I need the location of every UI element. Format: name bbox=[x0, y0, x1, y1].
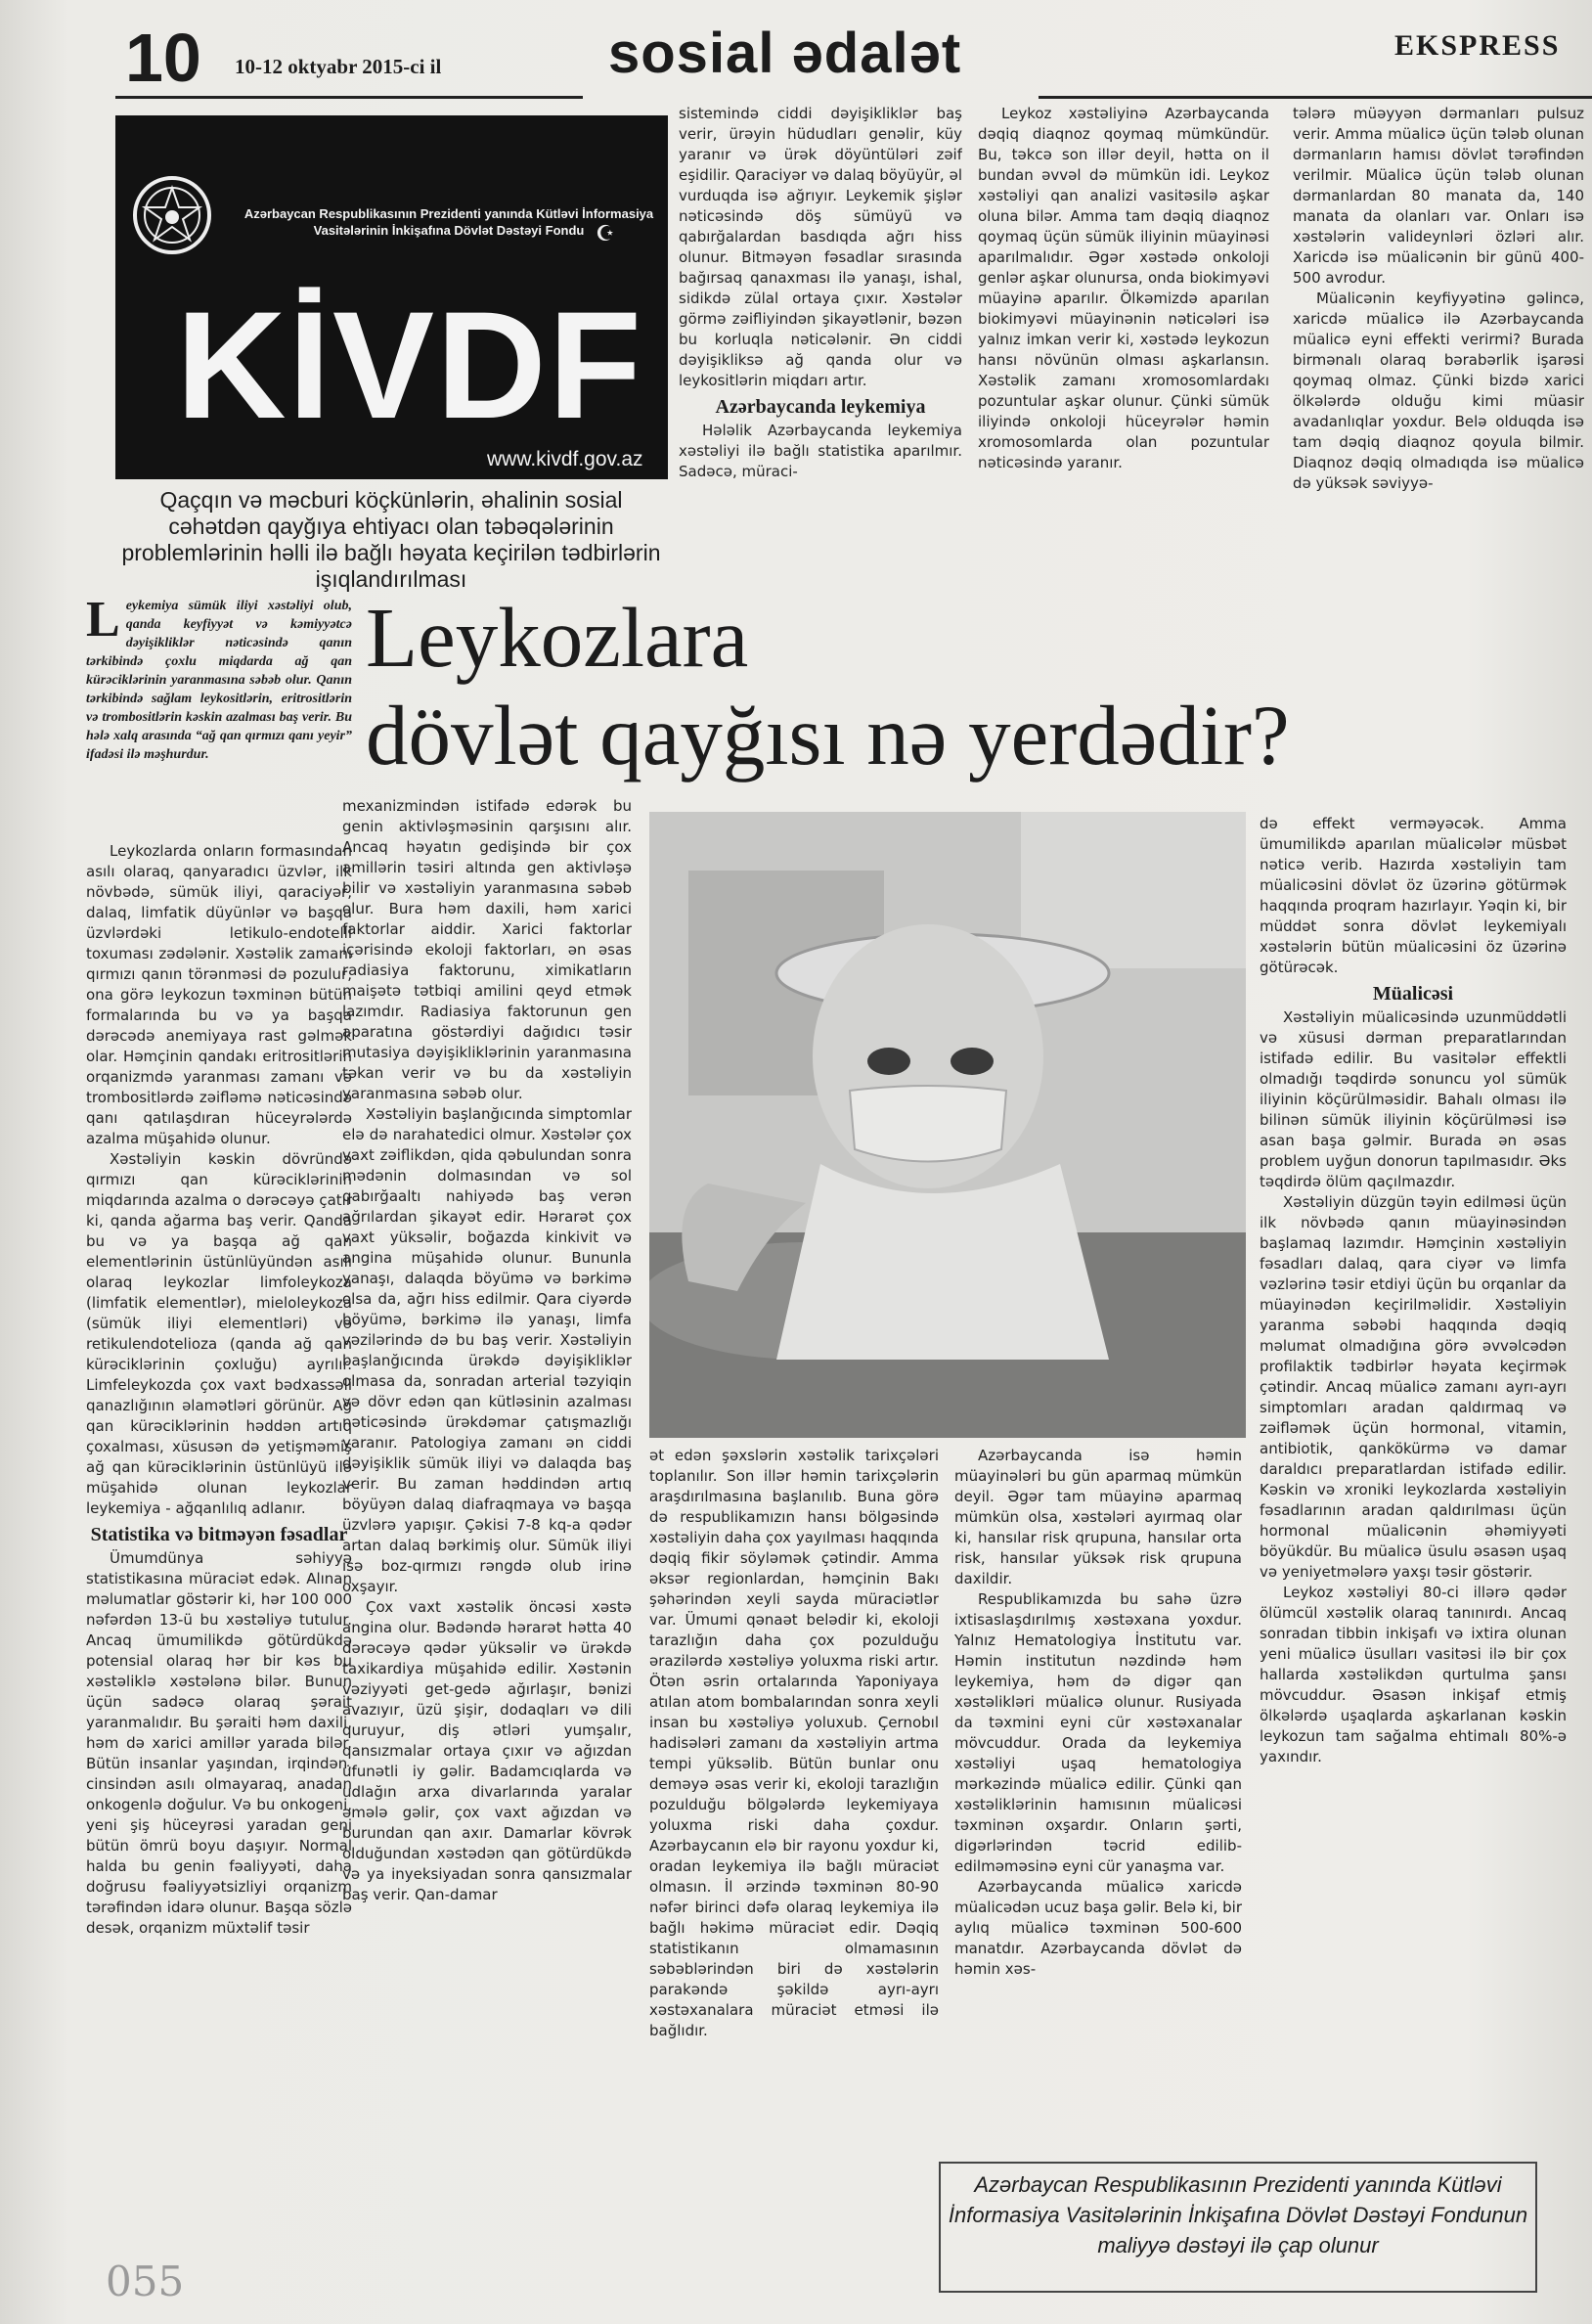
subheading-statistics: Statistika və bitməyən fəsadlar bbox=[90, 1524, 348, 1545]
column-a bbox=[86, 841, 352, 2183]
lead-text: eykemiya sümük iliyi xəstəliyi olub, qanda keyfiyyət və kəmiyyətcə dəyişikliklər nəticəsində qanın tərkibində çoxlu miqdarda ağ qan kürəciklərinin yaranmasına səbəb olur. Qanın tərkibində sağlam leykositlərin, eritrositlərin və trombositlərin kəskin azalması baş verir. Bu hələ xalq arasında “ağ qan qırmızı qanı yeyir” ifadəsi ilə məşhurdur. bbox=[86, 599, 352, 762]
column-e-text-2: Xəstəliyin müalicəsində uzunmüddətli və xüsusi dərman preparatlarından istifadə edilir. Bu vasitələr effektli olmadığı təqdirdə sonuncu yol sümük iliyinin köçürülməsidir. Bahalı olması ilə bilinən sümük iliyinin köçürülməsi isə asan başa gəlmir. Burada ən əsas problem uyğun donorun tapılmasıdır. Əks təqdirdə ölüm qaçılmazdır. bbox=[1260, 1008, 1567, 1190]
column-d-bottom bbox=[954, 1446, 1242, 2150]
column-b-text-2: Hələlik Azərbaycanda leykemiya xəstəliyi ilə bağlı statistika aparılmır. Sadəcə, müraci- bbox=[679, 422, 962, 480]
kivdf-logo: KİVDF bbox=[176, 281, 643, 451]
photo-illustration bbox=[649, 812, 1246, 1438]
funding-note-box: Azərbaycan Respublikasının Prezidenti yanında Kütləvi İnformasiya Vasitələrinin İnkişafına Dövlət Dəstəyi Fondunun maliyyə dəstəyi ilə çap olunur bbox=[939, 2162, 1537, 2293]
column-b-top bbox=[679, 104, 962, 583]
newspaper-brand: EKSPRESS bbox=[1394, 29, 1561, 62]
column-c-text: Leykoz xəstəliyinə Azərbaycanda dəqiq diaqnoz qoymaq mümkündür. Bu, təkcə son illər deyil, hətta on il bundan əvvəl də mümkün idi. Leykoz xəstəliyi qan analizi vasitəsilə aşkar oluna bilər. Amma tam dəqiq diaqnoz qoymaq üçün sümük iliyinin müayinəsi aparılmalıdır. Əgər xəstədə onkoloji genlər aşkar olunursa, onda biokimyəvi müayinə aparılır. Ölkəmizdə aparılan biokimyəvi müayinənin nəticələri isə yalnız imkan verir ki, xəstədə leykozun hansı növünün olması aşkarlansın. Xəstəlik zamanı xromosomlardakı pozuntular aşkar olunur. Çünki sümük iliyində onkoloji hüceyrələr həmin xromosomlarda olan pozuntular nəticəsində yaranır. bbox=[978, 105, 1269, 471]
paragraph: Respublikamızda bu sahə üzrə ixtisaslaşdırılmış xəstəxana yoxdur. Yalnız Hematologiya İnstitutu var. Həmin institutun nəzdində həm leykemiya, həm də digər qan xəstəlikləri müalicə olunur. Rusiyada da təxmini eyni cür xəstəxanalar mövcuddur. Orada da leykemiya xəstəliyi uşaq hematologiya mərkəzində müalicə edilir. Çünki qan xəstəliklərinin hamısının müalicəsi təxminən oxşardır. Onların şərti, digərlərindən təcrid edilib-edilməməsinə eyni cür yanaşma var. bbox=[954, 1590, 1242, 1875]
paragraph: Azərbaycanda müalicə xaricdə müalicədən ucuz başa gəlir. Belə ki, bir aylıq müalicə təxminən 500-600 manatdır. Azərbaycanda dövlət də həmin xəs- bbox=[954, 1878, 1242, 1978]
headline-line-1: Leykozlara bbox=[366, 590, 749, 685]
drop-cap: L bbox=[86, 592, 120, 648]
kivdf-banner bbox=[115, 115, 668, 479]
paragraph: Xəstəliyin kəskin dövründə qırmızı qan kürəciklərinin miqdarında azalma o dərəcəyə çatır ki, qanda ağarma baş verir. Qanda bu və ya başqa ağ qan elementlərinin üstünlüyündən asılı olaraq leykozlar limfoleykoza (limfatik elementlər), mieloleykoza (sümük iliyi elementləri) və retikulendotelioza (qanda ağ qan kürəciklərinin çoxluğu) ayrılır. Limfeleykozda çox vaxt bədxassəli qanazlığının əlamətləri görünür. Ağ qan kürəciklərinin həddən artıq çoxalması, xüsusən də yetişməmiş ağ qan kürəciklərinin üstünlüyü ilə müşahidə olunan leykozlar leykemiya - ağqanlılıq adlanır. bbox=[86, 1150, 352, 1517]
column-b bbox=[342, 796, 632, 2183]
paragraph: Müalicənin keyfiyyətinə gəlincə, xaricdə müalicə ilə Azərbaycanda müalicə eyni effekti verirmi? Burada birmənalı olaraq bərabərlik işarəsi qoymaq olmaz. Çünki bizdə xarici ölkələrdə olduğu kimi müasir avadanlıqlar yoxdur. Belə olduqda isə tam dəqiq diaqnoz qoyula bilmir. Diaqnoz dəqiq olmadıqda isə müalicə də yüksək səviyyə- bbox=[1293, 290, 1584, 492]
crescent-star-icon: ☪ bbox=[596, 221, 615, 246]
paragraph: Çox vaxt xəstəlik öncəsi xəstə angina olur. Bədəndə hərarət hətta 40 dərəcəyə qədər yüksəlir və ürəkdə taxikardiya müşahidə edilir. Xəstənin vəziyyəti get-gedə ağırlaşır, bənizi avazıyır, üzü şişir, dodaqları və dili quruyur, diş ətləri yumşalır, qansızmalar ortaya çıxır və ağızdan üfunətli iy gəlir. Badamcıqlarda və udlağın arxa divarlarında yaralar əmələ gəlir, çox vaxt ağızdan və burundan qan axır. Damarlar kövrək olduğundan xəstədən qan götürdükdə və ya inyeksiyadan sonra qansızmalar baş verir. Qan-damar bbox=[342, 1598, 632, 1903]
header-rule bbox=[115, 96, 583, 99]
paragraph: Leykoz xəstəliyi 80-ci illərə qədər ölümcül xəstəlik olaraq tanınırdı. Ancaq sonradan tibbin inkişafı və ixtira olunan yeni müalicə üsulları vasitəsi ilə bir çox hallarda xəstəlikdən qurtulma şansı mövcuddur. Əsasən inkişaf etmiş ölkələrdə uşaqlarda aşkarlanan kəskin leykozun tam sağalma ehtimalı 80%-ə yaxındır. bbox=[1260, 1584, 1567, 1765]
state-emblem-icon bbox=[131, 174, 213, 256]
paragraph: Xəstəliyin düzgün təyin edilməsi üçün ilk növbədə qanın müayinəsindən başlamaq lazımdır. Həmçinin xəstəliyin fəsadları dalaq, qara ciyər və limfa vəzlərinə təsir etdiyi üçün bu orqanlar da müayinədən keçirilməlidir. Xəstəliyin yaranma səbəbi haqqında dəqiq məlumat olmadığına görə əvvəlcədən profilaktik tədbirlər həyata keçirmək çətindir. Ancaq müalicə zamanı ayrı-ayrı simptomları aradan qaldırmaq və zəifləmək üçün hormonal, vitamin, antibiotik, qankökürmə və damar daraldıcı preparatlardan istifadə edilir. Kəskin və xroniki leykozlarda xəstəliyin fəsadlarının aradan qaldırılması üçün hormonal müalicənin əhəmiyyəti böyükdür. Bu müalicə üsulu əsasən uşaq və yeniyetmələrə yaxşı təsir göstərir. bbox=[1260, 1193, 1567, 1581]
section-title: sosial ədalət bbox=[608, 22, 962, 85]
column-d-text: tələrə müəyyən dərmanları pulsuz verir. Amma müalicə üçün tələb olunan dərmanların hamısı dövlət tərəfindən verilmir. Müalicə üçün tələb olunan dərmanlardan 80 manata da, 140 manata da olanları var. Onları isə xəstələrin valideynləri özləri alır. Xaricdə isə müalicənin bir günü 400-500 avrodur. bbox=[1293, 105, 1584, 287]
fund-url: www.kivdf.gov.az bbox=[487, 448, 643, 470]
column-c-bottom-text: ət edən şəxslərin xəstəlik tarixçələri toplanılır. Son illər həmin tarixçələrin araşdırılmasına başlanılıb. Buna görə də respublikamızın hansı bölgəsində xəstəliyin daha çox yayılması haqqında dəqiq fikir söyləmək çətindir. Amma əksər regionlardan, həmçinin Bakı şəhərindən xeyli sayda müraciətlər var. Ümumi qənaət belədir ki, ekoloji tarazlığın daha çox pozulduğu ərazilərdə xəstəliyə yoluxma riski artır. Ötən əsrin ortalarında Yaponiyaya atılan atom bombalarından sonra xeyli insan bu xəstəliyə yoluxub. Çernobıl hadisələri zamanı da xəstəliyin artma tempi yüksəlib. Bütün bunlar onu deməyə əsas verir ki, ekoloji tarazlığın pozulduğu bölgələrdə leykemiyaya yoluxma riski daha çoxdur. Azərbaycanın elə bir rayonu yoxdur ki, oradan leykemiya ilə bağlı müraciət olmasın. İl ərzində təxminən 80-90 nəfər birinci dəfə olaraq leykemiya ilə bağlı həkimə müraciət edir. Dəqiq statistikanın olmamasının səbəblərindən biri də xəstələrin parakəndə şəkildə ayrı-ayrı xəstəxanalara müraciət etməsi ilə bağlıdır. bbox=[649, 1447, 939, 2039]
column-e-text: də effekt verməyəcək. Amma ümumilikdə aparılan müalicələr müsbət nəticə verib. Hazırda xəstəliyin tam müalicəsini dövlət öz üzərinə götürmək haqqında proqram hazırlayır. Yəqin ki, bir müddət sonra dövlət leykemiyalı xəstələrin bütün müalicəsini öz üzərinə götürəcək. bbox=[1260, 815, 1567, 976]
subheading-treatment: Müalicəsi bbox=[1372, 983, 1454, 1005]
headline-line-2: dövlət qayğısı nə yerdədir? bbox=[366, 688, 1290, 782]
column-e bbox=[1260, 814, 1567, 2160]
fund-name: Azərbaycan Respublikasının Prezidenti yanında Kütləvi İnformasiya Vasitələrinin İnkişafına Dövlət Dəstəyi Fondu bbox=[243, 206, 654, 238]
handwritten-number: 055 bbox=[106, 2257, 185, 2305]
column-d-bottom-text: Azərbaycanda isə həmin müayinələri bu gün aparmaq mümkün deyil. Əgər tam müayinə aparmaq mümkün olsa, xəstələri ayırmaq olar ki, hansılar risk qrupuna, hansılar orta risk, hansılar yüksək risk qrupuna daxildir. bbox=[954, 1447, 1242, 1587]
child-patient-photo bbox=[649, 812, 1246, 1438]
banner-caption: Qaçqın və məcburi köçkünlərin, əhalinin sosial cəhətdən qayğıya ehtiyacı olan təbəqələrinin problemlərinin həlli ilə bağlı həyata keçirilən tədbirlərin işıqlandırılması bbox=[121, 487, 661, 592]
article-headline bbox=[366, 589, 1559, 784]
column-c-bottom bbox=[649, 1446, 939, 2150]
paragraph: Xəstəliyin başlanğıcında simptomlar elə də narahatedici olmur. Xəstələr çox vaxt zəiflikdən, qida qəbulundan sonra mədənin dolmasından və sol qabırğaaltı nahiyədə baş verən ağrılardan şikayət edir. Hərarət çox vaxt yüksəlir, boğazda kinkivit və angina müşahidə olunur. Bununla yanaşı, dalaqda böyümə və bərkimə olsa da, ağrı hiss edilmir. Qara ciyərdə böyümə, bərkimə ilə yanaşı, limfa vəzilərində də bu baş verir. Xəstəliyin başlanğıcında ürəkdə dəyişikliklər olmasa da, sonradan arterial təzyiqin və dövr edən qan kütləsinin azalması nəticəsində ürəkdəmar çatışmazlığı yaranır. Patologiya zamanı ən ciddi dəyişiklik sümük iliyi və dalaqda baş verir. Bu zaman həddindən artıq böyüyən dalaq diafraqmaya və başqa üzvlərə yapışır. Çəkisi 7-8 kq-a qədər artan dalaq bərkimiş olur. Sümük iliyi isə boz-qırmızı rəngdə olub irinə oxşayır. bbox=[342, 1105, 632, 1595]
column-d-top bbox=[1293, 104, 1584, 583]
column-b-main-text: mexanizmindən istifadə edərək bu genin aktivləşməsinin qarşısını alır. Ancaq həyatın gedişində bir çox amillərin təsiri altında gen aktivləşə bilir və xəstəliyin yaranmasına səbəb olur. Bura həm daxili, həm xarici faktorlar aiddir. Xarici faktorlar içərisində ekoloji faktorları, ən əsas radiasiya faktorunu, ximikatların maişətə tətbiqi amilini qeyd etmək lazımdır. Radiasiya faktorunun gen aparatına göstərdiyi dağıdıcı təsir mutasiya dəyişikliklərinin yaranmasına təkan verir və bu da xəstəliyin yaranmasına səbəb olur. bbox=[342, 797, 632, 1102]
column-a-text-2: Ümumdünya səhiyyə statistikasına müraciət edək. Alınan məlumatlar göstərir ki, hər 100 000 nəfərdən 13-ü bu xəstəliyə tutulur. Ancaq ümumilikdə götürdükdə potensial olaraq hər bir kəs bu xəstəliklə xəstələnə bilər. Bunun üçün sadəcə olaraq şərait yaranmalıdır. Bu şəraiti həm daxili, həm də xarici amillər yarada bilər. Bütün insanlar yaşından, irqindən, cinsindən asılı olmayaraq, anadan onkogenlə doğulur. Və bu onkogeni, yeni şiş hüceyrəsi yaradan geni bütün ömrü boyu daşıyır. Normal halda bu genin fəaliyyəti, daha doğrusu fəaliyyətsizliyi orqanizm tərəfindən idarə olunur. Başqa sözlə desək, orqanizm müxtəlif təsir bbox=[86, 1549, 352, 1937]
issue-date: 10-12 oktyabr 2015-ci il bbox=[235, 55, 442, 78]
subheading-azerbaijan: Azərbaycanda leykemiya bbox=[715, 396, 926, 418]
column-c-top bbox=[978, 104, 1269, 583]
article-lead bbox=[86, 592, 352, 764]
page-number: 10 bbox=[125, 20, 201, 96]
header-rule-right bbox=[1039, 96, 1592, 99]
column-b-text: sistemində ciddi dəyişikliklər baş verir, ürəyin hüdudları genəlir, küy yaranır və ürək döyüntüləri zəif eşidilir. Qaraciyər və dalaq böyüyür, əl vurduqda isə ağrıyır. Leykemik şişlər nəticəsində döş sümüyü və qabırğalardan basdıqda ağrı hiss olunur. Bitməyən fəsadlar sırasında bağırsaq qanaxması ilə yanaşı, ishal, sidikdə zülal ortaya çıxır. Xəstələr görmə zəifliyindən şikayətlənir, bəzən bu korluqla nəticələnir. Ən ciddi dəyişikliksə ağ qanda olur və leykositlərin miqdarı artır. bbox=[679, 105, 962, 389]
column-a-text: Leykozlarda onların formasından asılı olaraq, qanyaradıcı üzvlər, ilk növbədə, sümük iliyi, qaraciyər, dalaq, limfatik düyünlər və başqa üzvlərdəki letikulo-endotelli toxuması zədələnir. Xəstəlik zamanı qırmızı qanın törənməsi də pozulur, ona görə leykozun təxminən bütün formalarında bu və ya başqa dərəcədə anemiyaya rast gəlmək olar. Həmçinin qandakı eritrositlərin orqanizmdə yaranması zamanı və trombositlərdə zəifləmə nəticəsində qanı qatılaşdıran hüceyrələrdə azalma müşahidə olunur. bbox=[86, 842, 352, 1147]
